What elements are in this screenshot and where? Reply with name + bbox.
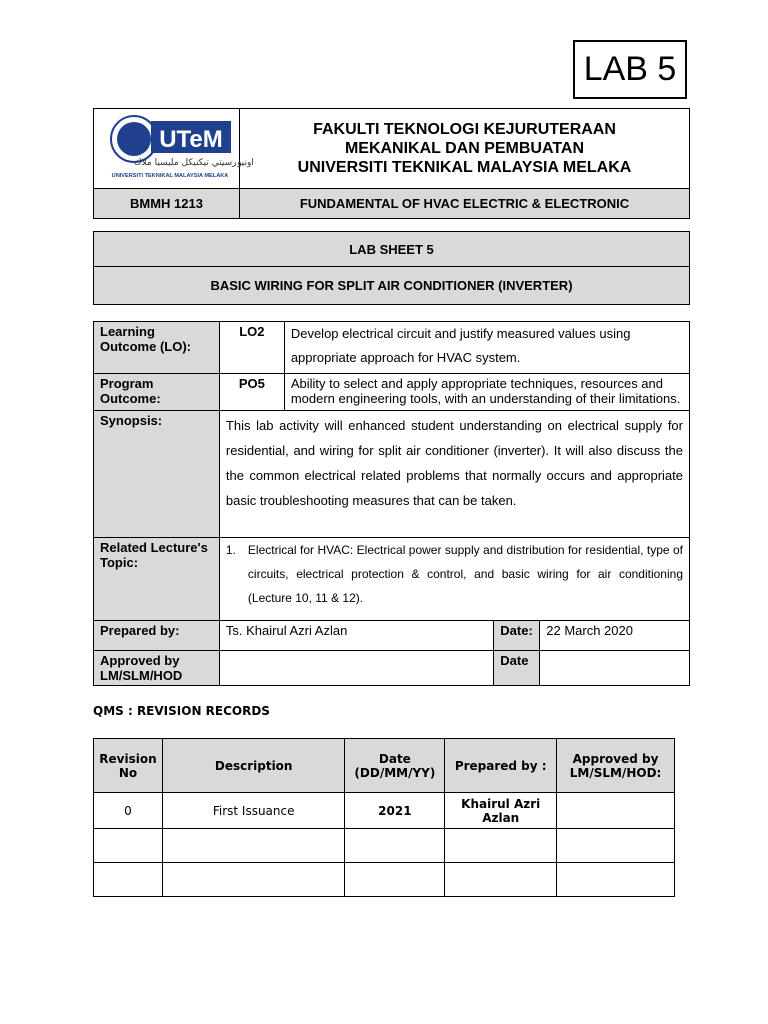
rev-cell [94,863,163,897]
qms-title: QMS : REVISION RECORDS [93,704,270,718]
lo-text: Develop electrical circuit and justify measured values using appropriate approach for HVAC system. [284,322,689,374]
lab-number: LAB 5 [583,50,677,88]
rev-cell [557,829,675,863]
topic-label: Related Lecture's Topic: [94,538,220,621]
table-row [94,863,675,897]
faculty-title [240,109,690,189]
rev-cell [162,829,344,863]
rev-cell [445,863,557,897]
prepared-label: Prepared by: [94,621,220,651]
header-table [93,108,690,219]
rev-cell: Khairul Azri Azlan [445,793,557,829]
synopsis-text: This lab activity will enhanced student understanding on electrical supply for residential, and wiring for split air conditioner (inverter). It will also discuss the the common electrical related problems that normally occurs and appropriate basic troubleshooting measures that can be taken. [219,411,689,538]
rev-cell [345,829,445,863]
info-table [93,321,690,686]
lab-sheet-table [93,231,690,305]
utem-logo [94,109,254,183]
logo-caption: UNIVERSITI TEKNIKAL MALAYSIA MELAKA [111,173,229,179]
rev-cell: 2021 [345,793,445,829]
po-label: Program Outcome: [94,374,220,411]
rev-cell [162,863,344,897]
lab-number-box [573,40,687,99]
rev-header-no: Revision No [94,739,163,793]
topic-number: 1. [225,543,236,557]
rev-cell [557,863,675,897]
date2-label: Date [494,651,540,686]
lo-label: Learning Outcome (LO): [94,322,220,374]
approved-label: Approved by LM/SLM/HOD [94,651,220,686]
rev-cell: 0 [94,793,163,829]
faculty-line-3: UNIVERSITI TEKNIKAL MALAYSIA MELAKA [297,159,632,176]
faculty-line-2: MEKANIKAL DAN PEMBUATAN [344,140,585,157]
logo-brand: UTeM [159,126,223,153]
topic-text: Electrical for HVAC: Electrical power supply and distribution for residential, type of circuits, electrical protection & control, and basic wiring for air conditioning (Lecture 10, 11 & 12). [247,543,683,605]
rev-cell [345,863,445,897]
rev-header-approved: Approved by LM/SLM/HOD: [557,739,675,793]
table-row [94,793,675,829]
lab-sheet-number: LAB SHEET 5 [94,232,690,267]
lab-sheet-title: BASIC WIRING FOR SPLIT AIR CONDITIONER (INVERTER) [94,267,690,305]
prepared-name: Ts. Khairul Azri Azlan [219,621,493,651]
po-text: Ability to select and apply appropriate techniques, resources and modern engineering tools, with an understanding of their limitations. [284,374,689,411]
logo-arabic: اونيۏرسيتي تيكنيكل مليسيا ملاك [134,158,254,168]
date-value: 22 March 2020 [540,621,690,651]
synopsis-label: Synopsis: [94,411,220,538]
rev-header-date: Date (DD/MM/YY) [345,739,445,793]
date2-value [540,651,690,686]
rev-cell: First Issuance [162,793,344,829]
logo-cell [94,109,254,189]
faculty-line-1: FAKULTI TEKNOLOGI KEJURUTERAAN [313,121,616,138]
rev-header-description: Description [162,739,344,793]
table-row [94,829,675,863]
rev-cell [445,829,557,863]
po-code: PO5 [219,374,284,411]
rev-cell [557,793,675,829]
topic-cell [219,538,689,621]
revision-table [93,738,675,897]
course-code: BMMH 1213 [94,189,240,219]
rev-cell [94,829,163,863]
date-label: Date: [494,621,540,651]
lo-code: LO2 [219,322,284,374]
rev-header-prepared: Prepared by : [445,739,557,793]
approved-name [219,651,493,686]
course-title: FUNDAMENTAL OF HVAC ELECTRIC & ELECTRONIC [240,189,690,219]
